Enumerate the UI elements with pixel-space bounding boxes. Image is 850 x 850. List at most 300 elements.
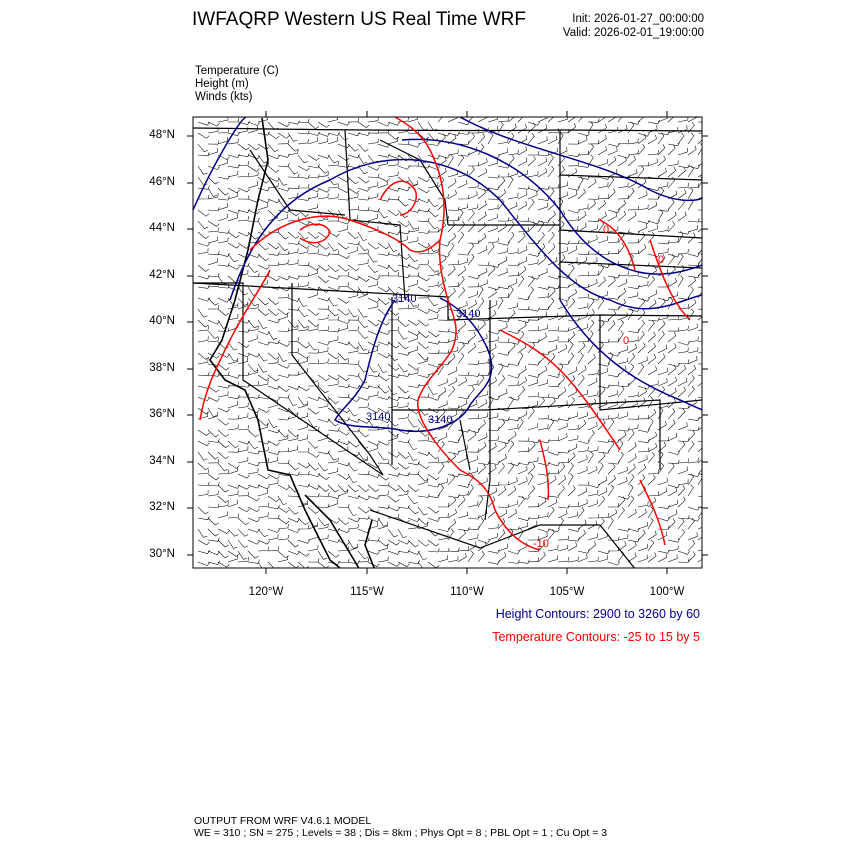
wind-barb	[548, 419, 554, 430]
wind-barb	[248, 368, 258, 375]
wind-barb	[468, 240, 479, 244]
wind-barb	[478, 246, 487, 254]
wind-barb	[628, 206, 639, 210]
wind-barb	[658, 505, 670, 509]
wind-barb	[288, 298, 300, 302]
wind-barb	[538, 379, 548, 386]
wind-barb	[678, 231, 690, 235]
wind-barb	[388, 496, 399, 502]
wind-barb	[628, 392, 638, 397]
wind-barb	[668, 433, 677, 441]
wind-barb	[318, 276, 329, 283]
height-contour-label: 3140	[428, 414, 453, 426]
wind-barb	[518, 319, 530, 322]
wind-barb	[468, 276, 480, 279]
wind-barb	[198, 221, 208, 229]
wind-barb	[528, 199, 534, 210]
wind-barb	[478, 433, 487, 441]
wind-barb	[328, 551, 339, 557]
wind-barb	[428, 309, 440, 313]
wind-barb	[478, 321, 485, 331]
wind-barb	[698, 348, 709, 353]
wind-barb	[648, 475, 655, 485]
wind-barb	[508, 397, 513, 408]
wind-barb	[398, 485, 409, 492]
wind-barb	[258, 474, 270, 479]
wind-barb	[638, 331, 644, 342]
lat-label: 30°N	[149, 548, 175, 560]
wind-barb	[668, 254, 674, 265]
wind-barb	[228, 243, 240, 248]
wind-barb	[218, 188, 229, 195]
wind-barb	[388, 562, 400, 566]
wind-barb	[238, 551, 247, 559]
wind-barb	[588, 378, 597, 386]
wind-barb	[288, 348, 299, 353]
wind-barb	[578, 507, 584, 518]
wind-barb	[648, 125, 657, 133]
wind-barb	[518, 296, 530, 300]
wind-barb	[208, 148, 218, 155]
wind-barb	[518, 466, 527, 474]
wind-barb	[498, 248, 508, 254]
wind-barb	[398, 166, 410, 169]
wind-barb	[638, 501, 648, 507]
wind-barb	[638, 530, 645, 540]
wind-barb	[318, 305, 329, 309]
wind-barb	[378, 396, 390, 399]
wind-barb	[278, 435, 288, 441]
wind-barb	[658, 553, 667, 562]
wind-barb	[488, 159, 498, 166]
wind-barb	[528, 287, 534, 298]
wind-barb	[408, 364, 419, 370]
wind-barb	[558, 518, 564, 529]
wind-barb	[578, 481, 589, 485]
wind-barb	[258, 441, 270, 444]
wind-barb	[488, 204, 498, 210]
wind-barb	[228, 210, 240, 213]
wind-barb	[658, 550, 670, 554]
wind-barb	[598, 415, 609, 419]
wind-barb	[668, 510, 677, 518]
wind-barb	[328, 328, 339, 332]
wind-barb	[508, 441, 514, 452]
wind-barb	[358, 331, 368, 339]
wind-barb	[618, 467, 627, 474]
wind-barb	[638, 204, 648, 210]
wind-barb	[568, 444, 577, 452]
wind-barb	[378, 122, 390, 126]
wind-barb	[578, 204, 588, 210]
wind-barb	[588, 140, 599, 144]
wind-barb	[498, 256, 507, 265]
wind-barb	[588, 271, 599, 276]
wind-barb	[278, 294, 289, 298]
wind-barb	[548, 136, 557, 144]
wind-barb	[298, 248, 308, 254]
wind-barb	[608, 238, 619, 243]
wind-barb	[638, 555, 647, 562]
wind-barb	[508, 424, 518, 430]
wind-barb	[658, 518, 670, 521]
wind-barb	[208, 459, 219, 463]
wind-barb	[308, 204, 318, 210]
wind-barb	[468, 283, 479, 287]
wind-barb	[328, 458, 338, 463]
wind-barb	[448, 207, 459, 211]
wind-barb	[268, 474, 280, 479]
wind-barb	[408, 254, 418, 262]
wind-barb	[438, 548, 449, 552]
wind-barb	[388, 402, 398, 408]
wind-barb	[218, 196, 229, 200]
wind-barb	[248, 430, 259, 437]
wind-barb	[608, 249, 619, 254]
wind-barb	[428, 452, 439, 459]
wind-barb	[678, 133, 684, 144]
wind-barb	[598, 550, 610, 553]
wind-barb	[248, 335, 257, 342]
wind-barb	[198, 320, 209, 327]
wind-barb	[588, 466, 597, 474]
wind-barb	[698, 336, 708, 342]
wind-barb	[678, 515, 689, 519]
wind-barb	[198, 248, 208, 254]
wind-barb	[658, 354, 665, 365]
wind-barb	[268, 155, 280, 159]
wind-barb	[458, 276, 464, 287]
wind-barb	[658, 133, 664, 144]
wind-barb	[388, 551, 400, 554]
wind-barb	[468, 291, 477, 298]
wind-barb	[518, 276, 524, 287]
wind-barb	[288, 232, 299, 238]
wind-barb	[638, 439, 650, 443]
wind-barb	[368, 496, 380, 499]
wind-barb	[428, 122, 437, 130]
wind-barb	[278, 551, 289, 558]
wind-barb	[468, 162, 479, 166]
wind-barb	[668, 327, 679, 331]
wind-barb	[308, 137, 318, 144]
wind-barb	[688, 188, 693, 200]
wind-barb	[548, 211, 556, 221]
wind-barb	[418, 199, 430, 203]
wind-barb	[288, 241, 300, 245]
wind-barb	[278, 251, 289, 255]
wind-barb	[478, 114, 487, 122]
wind-barb	[618, 155, 630, 158]
wind-barb	[408, 496, 418, 504]
wind-barb	[458, 553, 466, 562]
wind-barb	[268, 276, 280, 281]
wind-barb	[298, 471, 309, 475]
wind-barb	[318, 253, 330, 257]
wind-barb	[318, 166, 328, 173]
wind-barb	[588, 533, 598, 540]
wind-barb	[278, 485, 290, 490]
wind-barb	[238, 474, 250, 478]
wind-barb	[438, 401, 447, 409]
wind-barb	[378, 557, 388, 563]
wind-barb	[618, 358, 628, 364]
wind-barb	[298, 232, 308, 239]
wind-barb	[518, 201, 527, 210]
wind-barb	[678, 326, 689, 331]
wind-barb	[338, 122, 350, 125]
wind-barb	[648, 552, 656, 562]
wind-barb	[518, 218, 529, 222]
wind-barb	[508, 375, 520, 378]
wind-barb	[598, 488, 607, 497]
wind-barb	[478, 464, 486, 474]
wind-barb	[678, 125, 687, 133]
wind-barb	[358, 430, 369, 437]
wind-barb	[428, 221, 438, 229]
wind-barb	[628, 509, 636, 518]
wind-barb	[478, 413, 488, 419]
wind-barb	[638, 509, 647, 518]
wind-barb	[478, 212, 486, 221]
wind-barb	[608, 464, 615, 475]
wind-barb	[698, 440, 710, 444]
wind-barb	[208, 408, 217, 417]
wind-barb	[528, 259, 538, 265]
wind-barb	[438, 155, 450, 158]
wind-barb	[508, 170, 518, 177]
wind-barb	[508, 417, 520, 421]
wind-barb	[348, 463, 358, 471]
wind-barb	[398, 386, 409, 393]
wind-barb	[418, 494, 430, 498]
wind-barb	[388, 485, 399, 491]
wind-barb	[348, 495, 360, 499]
wind-barb	[318, 138, 328, 144]
wind-barb	[638, 244, 646, 254]
wind-barb	[558, 417, 570, 421]
wind-barb	[608, 518, 613, 529]
wind-barb	[308, 473, 320, 477]
wind-barb	[548, 383, 559, 387]
wind-barb	[398, 402, 408, 408]
wind-barb	[508, 262, 519, 266]
wind-barb	[518, 477, 527, 485]
wind-barb	[398, 395, 410, 399]
wind-barb	[448, 221, 455, 232]
wind-barb	[628, 528, 640, 532]
wind-barb	[268, 243, 279, 249]
wind-barb	[568, 162, 579, 166]
wind-barb	[578, 211, 586, 221]
wind-barb	[508, 477, 517, 485]
wind-barb	[228, 490, 238, 496]
wind-barb	[388, 507, 400, 511]
wind-barb	[418, 260, 429, 265]
wind-barb	[348, 540, 357, 548]
wind-barb	[468, 380, 478, 386]
wind-barb	[618, 312, 627, 320]
wind-barb	[198, 353, 209, 359]
wind-barb	[428, 518, 440, 521]
wind-barb	[268, 457, 278, 463]
wind-barb	[208, 251, 219, 255]
wind-barb	[298, 401, 308, 408]
wind-barb	[538, 529, 550, 532]
wind-barb	[238, 446, 248, 452]
wind-barb	[418, 452, 430, 456]
wind-barb	[628, 309, 633, 321]
wind-barb	[518, 343, 526, 353]
wind-barb	[198, 122, 210, 125]
wind-barb	[208, 397, 220, 401]
wind-barb	[378, 386, 389, 393]
wind-barb	[228, 188, 240, 193]
wind-barb	[628, 415, 639, 419]
wind-barb	[338, 359, 349, 364]
wind-barb	[408, 485, 419, 492]
wind-barb	[328, 452, 338, 460]
wind-barb	[358, 516, 369, 520]
wind-barb	[438, 513, 449, 518]
wind-barb	[628, 156, 636, 166]
wind-barb	[678, 148, 688, 155]
wind-barb	[308, 174, 319, 178]
wind-barb	[448, 439, 460, 443]
wind-barb	[488, 243, 494, 254]
wind-barb	[258, 144, 269, 149]
wind-barb	[228, 448, 239, 452]
wind-barb	[588, 354, 595, 364]
wind-barb	[298, 448, 309, 452]
wind-barb	[568, 353, 574, 364]
wind-barb	[498, 364, 503, 375]
wind-barb	[688, 337, 698, 342]
wind-barb	[638, 388, 646, 397]
field-temperature-label: Temperature (C)	[195, 65, 279, 77]
wind-barb	[698, 130, 709, 134]
wind-barb	[378, 474, 389, 480]
wind-barb	[698, 221, 710, 224]
wind-barb	[218, 230, 230, 234]
wind-barb	[558, 557, 569, 562]
wind-barb	[328, 194, 338, 199]
wind-barb	[298, 139, 309, 144]
wind-barb	[478, 144, 484, 155]
wind-barb	[358, 259, 368, 265]
wind-barb	[298, 386, 310, 391]
wind-barb	[358, 364, 368, 372]
wind-barb	[248, 126, 258, 133]
wind-barb	[688, 532, 697, 540]
wind-barb	[678, 459, 689, 464]
wind-barb	[528, 221, 535, 232]
wind-barb	[198, 309, 208, 317]
wind-barb	[518, 158, 527, 167]
wind-barb	[468, 501, 478, 507]
wind-barb	[348, 276, 360, 280]
wind-barb	[348, 177, 359, 184]
wind-barb	[678, 348, 688, 354]
wind-barb	[578, 272, 589, 277]
wind-barb	[428, 364, 440, 367]
wind-barb	[598, 182, 608, 188]
wind-barb	[398, 364, 408, 372]
wind-barb	[648, 507, 653, 518]
wind-barb	[588, 370, 598, 375]
wind-barb	[438, 485, 444, 496]
wind-barb	[428, 142, 440, 146]
wind-barb	[218, 485, 229, 492]
wind-barb	[488, 301, 497, 309]
wind-barb	[528, 339, 539, 343]
wind-barb	[668, 145, 675, 155]
wind-barb	[228, 500, 237, 507]
wind-barb	[208, 337, 219, 342]
wind-barb	[608, 212, 617, 221]
wind-barb	[198, 516, 210, 520]
wind-barb	[358, 250, 369, 254]
wind-barb	[268, 529, 280, 533]
wind-barb	[458, 400, 467, 408]
wind-barb	[578, 189, 585, 199]
wind-barb	[368, 166, 380, 170]
wind-barb	[348, 524, 359, 529]
wind-barb	[618, 534, 628, 540]
wind-barb	[568, 367, 577, 375]
wind-barb	[538, 512, 548, 518]
wind-barb	[238, 353, 250, 357]
wind-barb	[658, 156, 666, 166]
wind-barb	[568, 486, 575, 496]
wind-barb	[698, 494, 710, 498]
wind-barb	[518, 522, 528, 529]
wind-barb	[328, 419, 339, 426]
wind-barb	[198, 285, 210, 289]
wind-barb	[318, 518, 328, 526]
wind-barb	[368, 551, 380, 554]
height-contour-label: 3140	[456, 308, 481, 320]
wind-barb	[288, 397, 297, 406]
wind-barb	[628, 150, 639, 155]
wind-barb	[438, 349, 449, 353]
wind-barb	[508, 232, 514, 243]
wind-barb	[388, 155, 400, 158]
wind-barb	[248, 507, 260, 512]
wind-barb	[368, 538, 379, 542]
wind-barb	[348, 474, 357, 483]
wind-barb	[218, 419, 229, 425]
wind-barb	[418, 230, 430, 234]
model-info-line2: WE = 310 ; SN = 275 ; Levels = 38 ; Dis = 8km ; Phys Opt = 8 ; PBL Opt = 1 ; Cu Opt = 3	[194, 827, 608, 839]
wind-barb	[308, 342, 318, 350]
wind-barb	[268, 133, 279, 139]
wind-barb	[398, 320, 409, 327]
wind-barb	[488, 286, 500, 289]
wind-barb	[208, 207, 219, 211]
wind-barb	[668, 463, 674, 474]
wind-barb	[638, 544, 648, 551]
wind-barb	[698, 144, 703, 155]
wind-barb	[378, 154, 390, 158]
wind-barb	[548, 336, 558, 342]
wind-barb	[278, 214, 288, 221]
wind-barb	[668, 555, 677, 563]
wind-barb	[238, 188, 250, 192]
wind-barb	[568, 397, 575, 408]
wind-barb	[558, 254, 565, 265]
wind-barb	[278, 342, 290, 346]
